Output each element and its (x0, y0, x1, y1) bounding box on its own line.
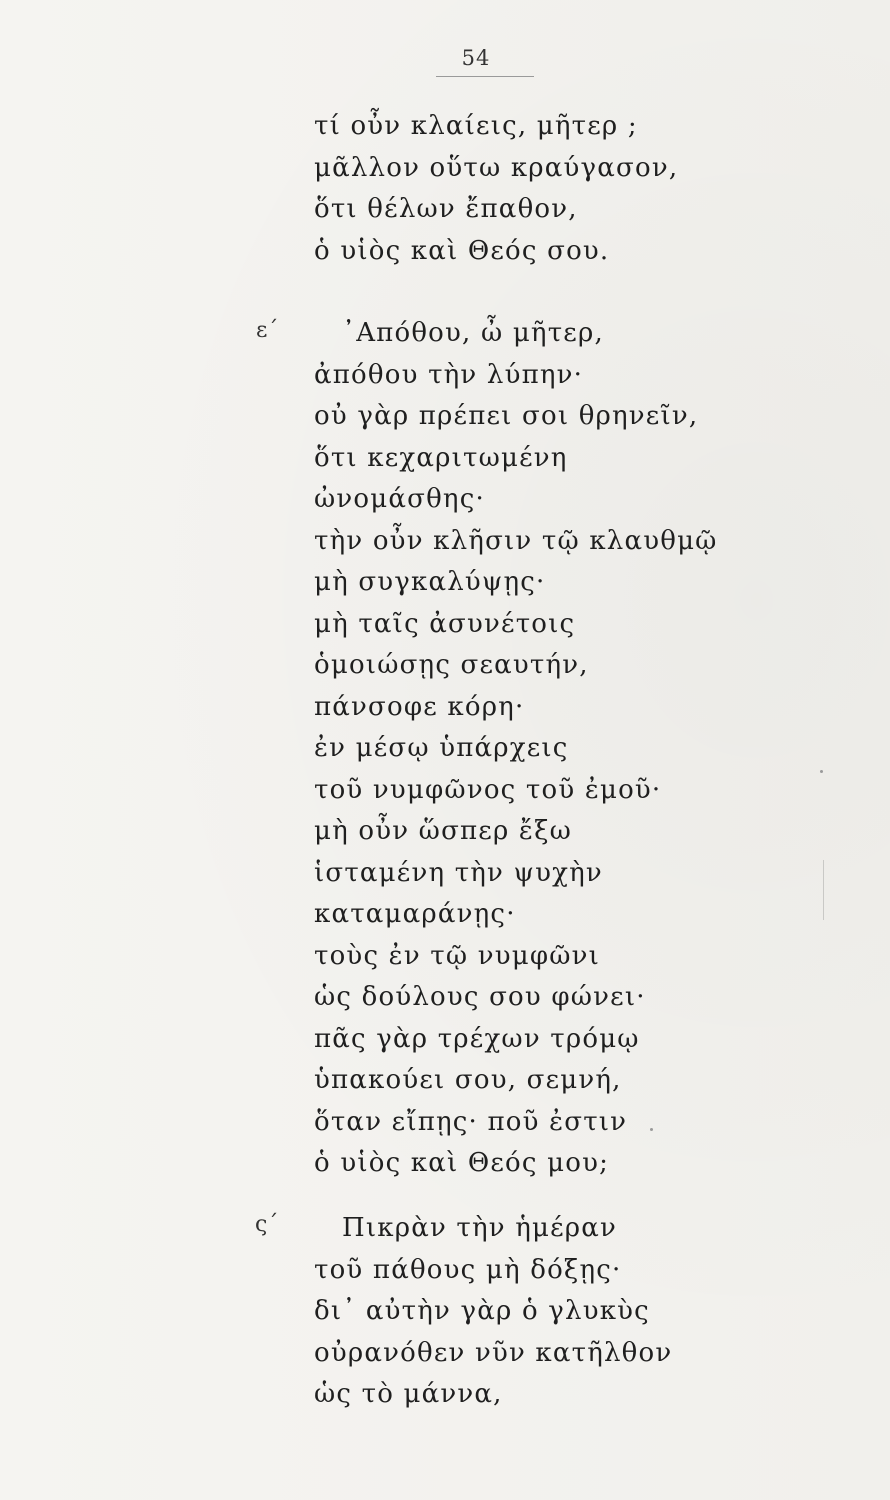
verse-line: ὑπακούει σου, σεμνή, (314, 1065, 622, 1095)
verse-line: δι᾿ αὐτὴν γὰρ ὁ γλυκὺς (314, 1296, 650, 1326)
verse-line: ὠνομάσθης· (314, 484, 485, 514)
verse-line: καταμαράνῃς· (314, 899, 516, 929)
stanza-number: ε΄ (256, 318, 279, 343)
verse-line: μὴ οὖν ὥσπερ ἔξω (314, 816, 572, 846)
verse-line: ὡς τὸ μάννα, (314, 1379, 503, 1409)
verse-line: ἐν μέσῳ ὑπάρχεις (314, 733, 569, 763)
header-rule (436, 76, 534, 77)
verse-line: οὐ γὰρ πρέπει σοι θρηνεῖν, (314, 401, 699, 431)
verse-line: ὅτι θέλων ἔπαθον, (314, 194, 578, 224)
verse-line: ὁ υἱὸς καὶ Θεός μου; (314, 1148, 610, 1178)
verse-line: ἱσταμένη τὴν ψυχὴν (314, 857, 603, 888)
verse-line: ὁμοιώσῃς σεαυτήν, (314, 650, 589, 680)
verse-line: τοῦ νυμφῶνος τοῦ ἐμοῦ· (314, 774, 662, 805)
verse-line: ἀπόθου τὴν λύπην· (314, 359, 584, 390)
verse-line: οὐρανόθεν νῦν κατῆλθον (314, 1337, 673, 1368)
verse-line: μᾶλλον οὕτω κραύγασον, (314, 152, 679, 183)
verse-line: Πικρὰν τὴν ἡμέραν (342, 1213, 618, 1243)
verse-line: ὁ υἱὸς καὶ Θεός σου. (314, 235, 610, 266)
stanza-number: ς΄ (255, 1212, 279, 1237)
verse-line: πᾶς γὰρ τρέχων τρόμῳ (314, 1023, 640, 1054)
verse-line: τὴν οὖν κλῆσιν τῷ κλαυθμῷ (314, 525, 718, 556)
verse-line: μὴ συγκαλύψῃς· (314, 567, 546, 597)
verse-line: μὴ ταῖς ἀσυνέτοις (314, 608, 576, 639)
stanza-6 (314, 1208, 734, 1416)
verse-line: ᾿Απόθου, ὦ μῆτερ, (342, 318, 604, 348)
verse-line: ὡς δούλους σου φώνει· (314, 982, 646, 1012)
stanza-continuation (314, 106, 734, 272)
scan-artifact (650, 1128, 653, 1131)
stanza-5 (314, 313, 734, 1185)
verse-line: τί οὖν κλαίεις, μῆτερ ; (314, 111, 638, 141)
verse-line: ὅταν εἴπῃς· ποῦ ἐστιν (314, 1106, 628, 1137)
page-number: 54 (461, 46, 491, 70)
scan-artifact (823, 860, 824, 920)
scan-artifact (820, 770, 823, 773)
verse-line: τοὺς ἐν τῷ νυμφῶνι (314, 940, 601, 971)
verse-line: τοῦ πάθους μὴ δόξῃς· (314, 1254, 622, 1285)
verse-line: ὅτι κεχαριτωμένη (314, 442, 568, 473)
verse-line: πάνσοφε κόρη· (314, 691, 525, 722)
